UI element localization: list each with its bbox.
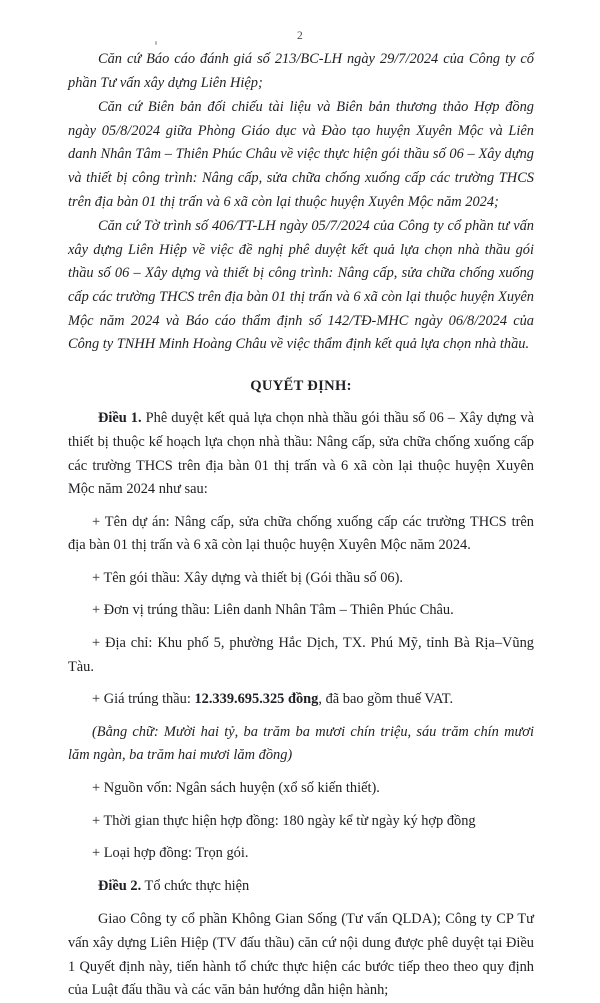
article-1-item-thoi-gian-thuc-hien: + Thời gian thực hiện hợp đồng: 180 ngày kể từ ngày ký hợp đồng (92, 812, 476, 829)
winning-price-suffix: , đã bao gồm thuế VAT. (318, 691, 454, 708)
article-1-item-ten-goi-thau: + Tên gói thầu: Xây dựng và thiết bị (Gói thầu số 06). (92, 569, 404, 586)
article-1-label: Điều 1. (98, 410, 142, 427)
preamble-clause-bao-cao-danh-gia: Căn cứ Báo cáo đánh giá số 213/BC-LH ngày 29/7/2024 của Công ty cổ phần Tư vấn xây dựng Liên Hiệp; (68, 51, 534, 91)
article-1-item-loai-hop-dong: + Loại hợp đồng: Trọn gói. (92, 845, 249, 862)
winning-price-amount: 12.339.695.325 đồng (194, 691, 319, 708)
article-2-heading (68, 875, 534, 899)
decision-heading: QUYẾT ĐỊNH: (250, 377, 352, 394)
scan-speck-artifact (155, 41, 157, 45)
article-1-paragraph (68, 407, 534, 501)
article-1-item-dia-chi: + Địa chỉ: Khu phố 5, phường Hắc Dịch, TX. Phú Mỹ, tỉnh Bà Rịa–Vũng Tàu. (68, 635, 534, 675)
preamble-clause-to-trinh: Căn cứ Tờ trình số 406/TT-LH ngày 05/7/2024 của Công ty cổ phần tư vấn xây dựng Liên Hiệp về việc đề nghị phê duyệt kết quả lựa chọn nhà thầu gói thầu số 06 – Xây dựng và thiết bị công trình: Nâng cấp, sửa chữa chống xuống cấp các trường THCS trên địa bàn 01 thị trấn và 6 xã còn lại thuộc huyện Xuyên Mộc năm 2024 và Báo cáo thẩm định số 142/TĐ-MHC ngày 06/8/2024 của Công ty TNHH Minh Hoàng Châu về việc thẩm định kết quả lựa chọn nhà thầu. (68, 218, 534, 353)
winning-price-prefix: + Giá trúng thầu: (92, 691, 195, 708)
article-2-paragraph: Giao Công ty cổ phần Không Gian Sống (Tư vấn QLDA); Công ty CP Tư vấn xây dựng Liên Hiệp (TV đấu thầu) căn cứ nội dung được phê duyệt tại Điều 1 Quyết định này, tiến hành tổ chức thực hiện các bước tiếp theo theo quy định của Luật đấu thầu và các văn bản hướng dẫn hiện hành; (68, 911, 534, 999)
article-1-amount-in-words: (Bằng chữ: Mười hai tỷ, ba trăm ba mươi chín triệu, sáu trăm chín mươi lăm ngàn, ba trăm hai mươi lăm đồng) (68, 723, 534, 764)
preamble-clause-bien-ban-doi-chieu: Căn cứ Biên bản đối chiếu tài liệu và Biên bản thương thảo Hợp đồng ngày 05/8/2024 giữa Phòng Giáo dục và Đào tạo huyện Xuyên Mộc và Liên danh Nhân Tâm – Thiên Phúc Châu về việc thực hiện gói thầu số 06 – Xây dựng và thiết bị công trình: Nâng cấp, sửa chữa chống xuống cấp các trường THCS trên địa bàn 01 thị trấn và 6 xã còn lại thuộc huyện Xuyên Mộc năm 2024; (68, 99, 534, 210)
article-2-label: Điều 2. (98, 877, 142, 894)
article-1-item-nguon-von: + Nguồn vốn: Ngân sách huyện (xổ số kiến thiết). (92, 780, 380, 797)
page-number: 2 (297, 30, 303, 42)
article-1-winning-price (68, 688, 534, 712)
document-body (68, 48, 534, 1003)
article-2-title: Tổ chức thực hiện (144, 877, 250, 894)
article-1-item-don-vi-trung-thau: + Đơn vị trúng thầu: Liên danh Nhân Tâm – Thiên Phúc Châu. (92, 602, 454, 619)
article-1-item-ten-du-an: + Tên dự án: Nâng cấp, sửa chữa chống xuống cấp các trường THCS trên địa bàn 01 thị trấn và 6 xã còn lại thuộc huyện Xuyên Mộc năm 2024. (68, 513, 534, 554)
article-1-intro: Phê duyệt kết quả lựa chọn nhà thầu gói thầu số 06 – Xây dựng và thiết bị thuộc kế hoạch lựa chọn nhà thầu: Nâng cấp, sửa chữa chống xuống cấp các trường THCS trên địa bàn 01 thị trấn và 6 xã còn lại thuộc huyện Xuyên Mộc năm 2024 như sau: (68, 410, 534, 498)
